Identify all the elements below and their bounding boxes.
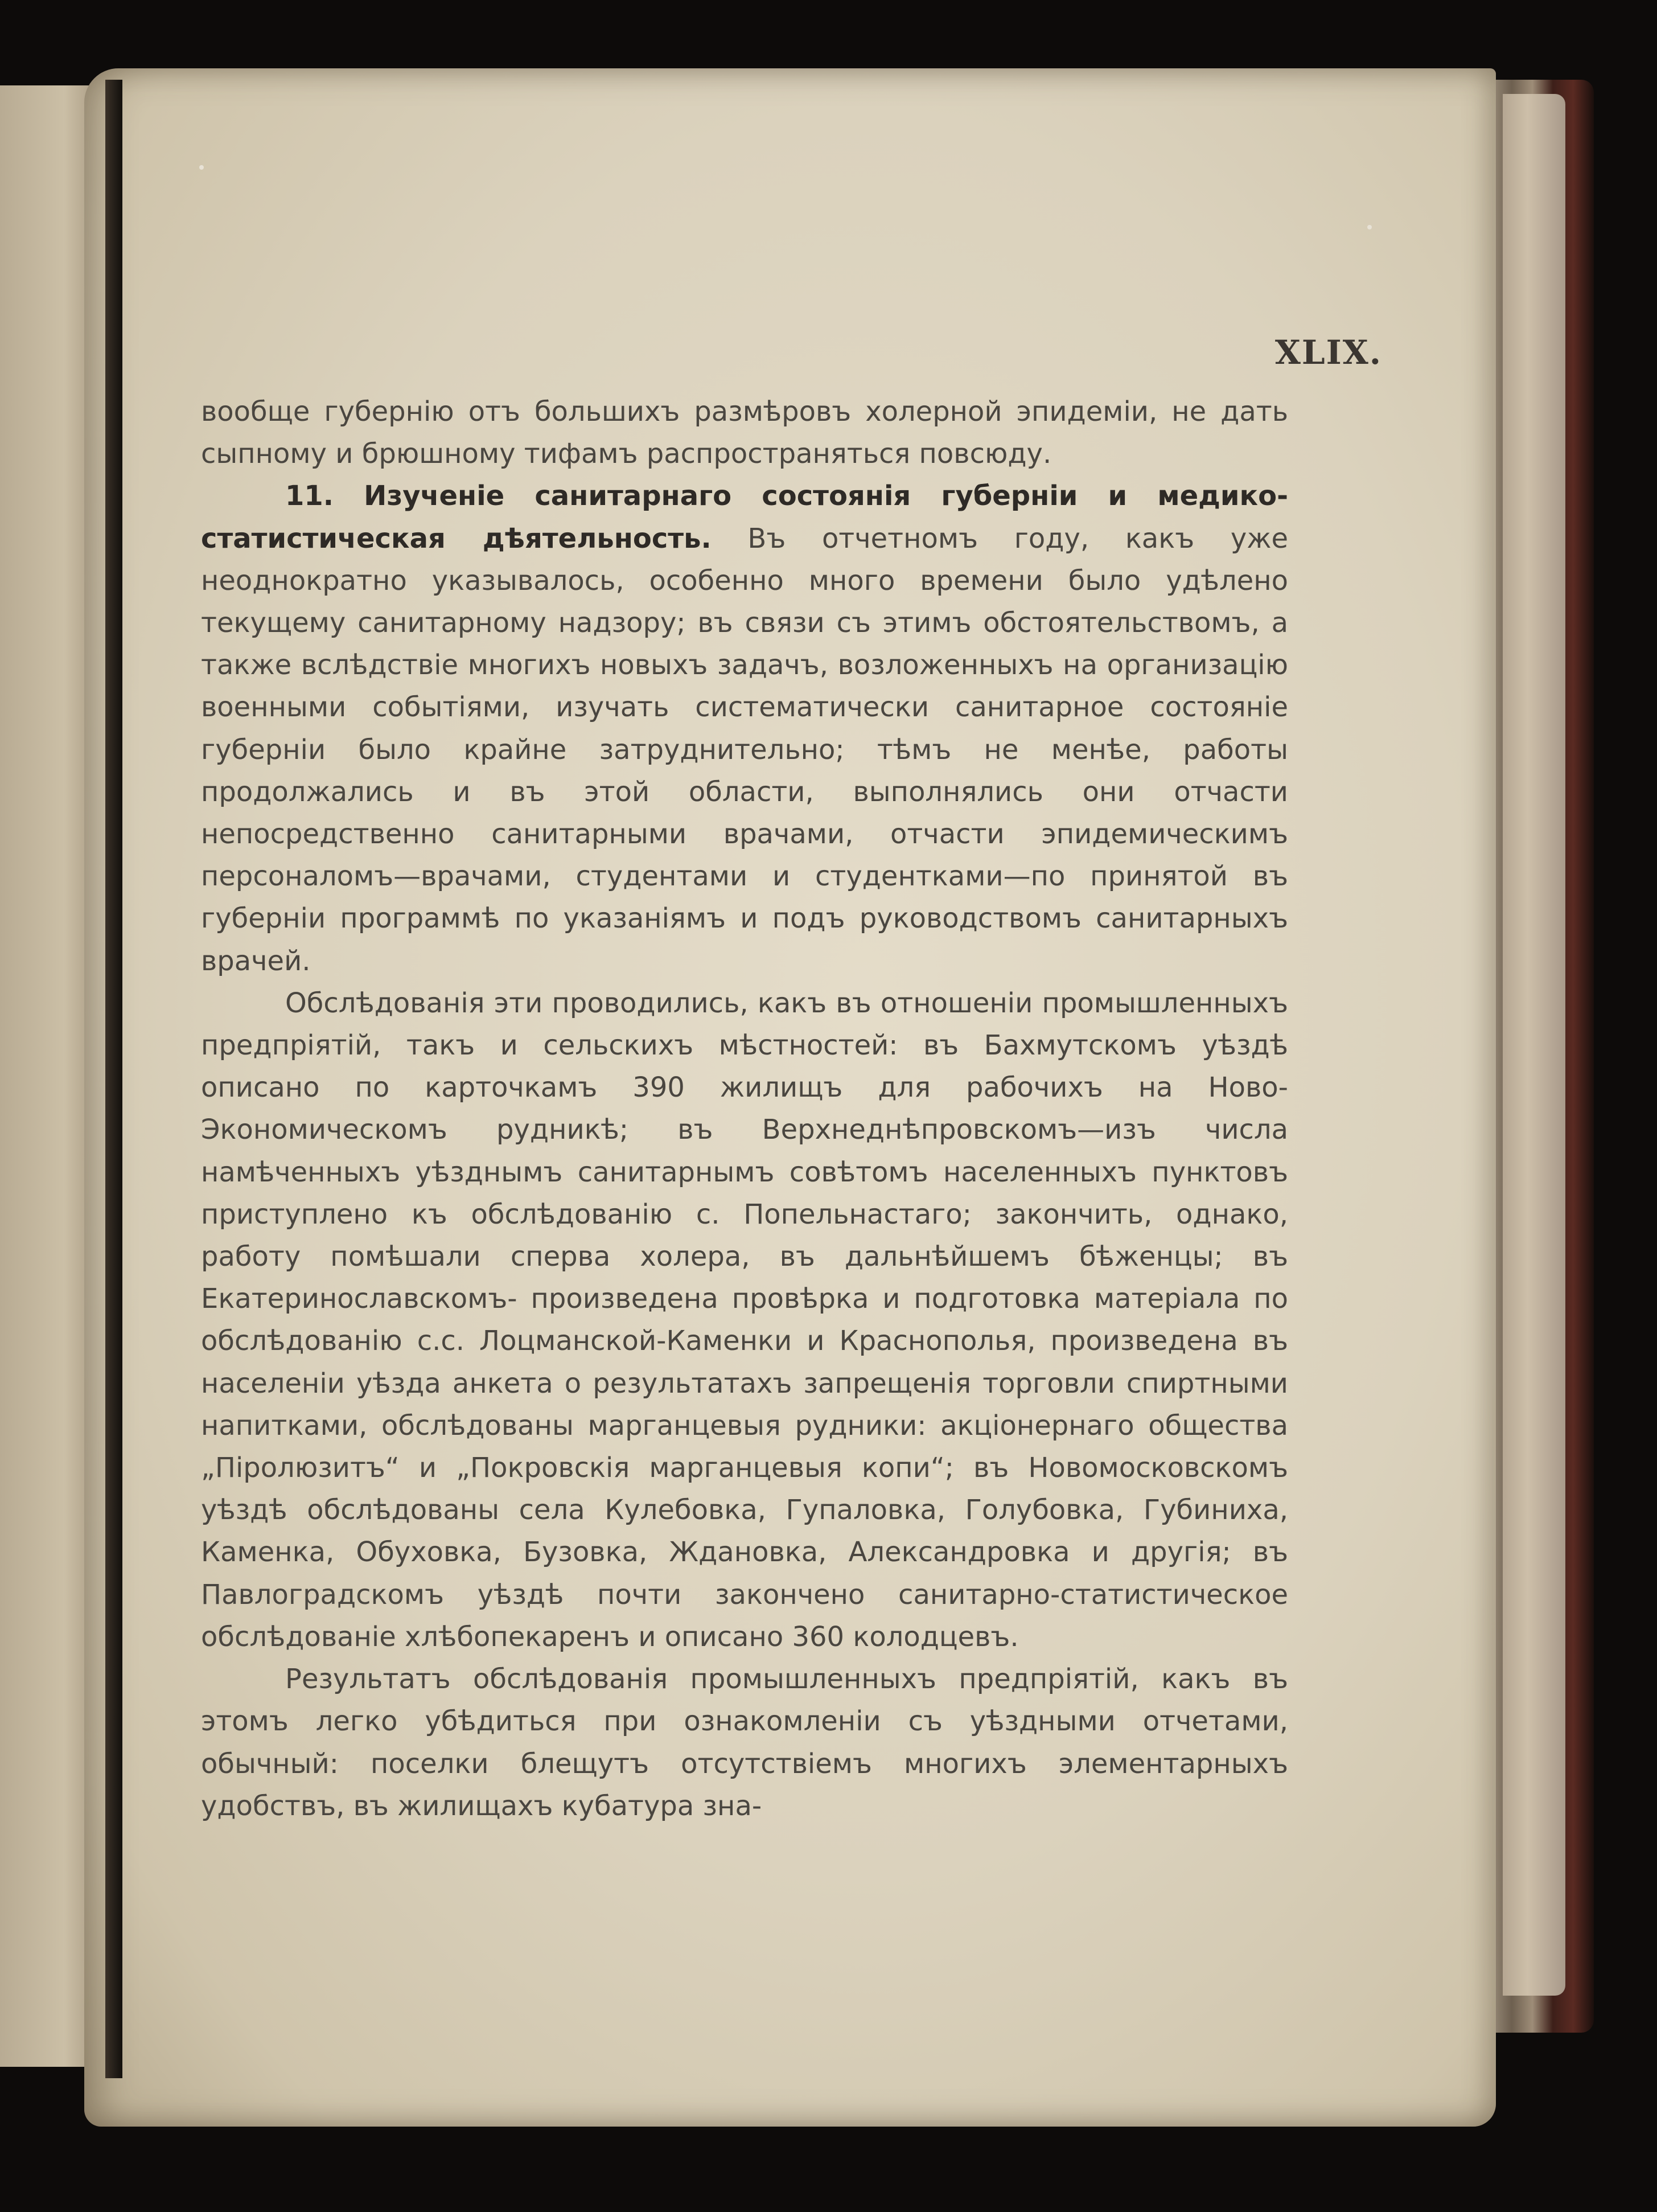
dust-speck (1367, 225, 1372, 229)
book-page (84, 68, 1496, 2127)
dust-speck (199, 165, 204, 170)
paragraph-2 (201, 475, 1288, 982)
paragraph-4-text: Результатъ обслѣдованія промышленныхъ предпріятій, какъ въ этомъ легко убѣдиться при ознакомленіи съ уѣздными отчетами, обычный: поселки блещутъ отсутствіемъ многихъ элементарныхъ удобствъ, въ жилищахъ кубатура зна- (201, 1663, 1288, 1822)
page-number: XLIX. (1274, 333, 1382, 372)
paragraph-1-text: вообще губернію отъ большихъ размѣровъ холерной эпидеміи, не дать сыпному и брюшному тифамъ распространяться повсюду. (201, 396, 1288, 470)
book-gutter (105, 80, 122, 2078)
page-body-text (201, 391, 1288, 1827)
paragraph-3 (201, 982, 1288, 1658)
paragraph-1 (201, 391, 1288, 475)
paragraph-2-text: Въ отчетномъ году, какъ уже неоднократно указывалось, особенно много времени было удѣлено текущему санитарному надзору; въ связи съ этимъ обстоятельствомъ, а также вслѣдствіе многихъ новыхъ задачъ, возложенныхъ на организацію военными событіями, изучать систематически санитарное состояніе губерніи было крайне затруднительно; тѣмъ не менѣе, работы продолжались и въ этой области, выполнялись они отчасти непосредственно санитарными врачами, отчасти эпидемическимъ персоналомъ—врачами, студентами и студентками—по принятой въ губерніи программѣ по указаніямъ и подъ руководствомъ санитарныхъ врачей. (201, 522, 1288, 977)
back-page-edge (1503, 94, 1565, 1996)
paragraph-3-text: Обслѣдованія эти проводились, какъ въ отношеніи промышленныхъ предпріятій, такъ и сельскихъ мѣстностей: въ Бахмутскомъ уѣздѣ описано по карточкамъ 390 жилищъ для рабочихъ на Ново-Экономическомъ рудникѣ; въ Верхнеднѣпровскомъ—изъ числа намѣченныхъ уѣзднымъ санитарнымъ совѣтомъ населенныхъ пунктовъ приступлено къ обслѣдованію с. Попельнастаго; закончить, однако, работу помѣшали сперва холера, въ дальнѣйшемъ бѣженцы; въ Екатеринославскомъ- произведена провѣрка и подготовка матеріала по обслѣдованію с.с. Лоцманской-Каменки и Краснополья, произведена въ населеніи уѣзда анкета о результатахъ запрещенія торговли спиртными напитками, обслѣдованы марганцевыя рудники: акціонернаго общества „Піролюзитъ“ и „Покровскія марганцевыя копи“; въ Новомосковскомъ уѣздѣ обслѣдованы села Кулебовка, Гупаловка, Голубовка, Губиниха, Каменка, Обуховка, Бузовка, Ждановка, Александровка и другія; въ Павлоградскомъ уѣздѣ почти закончено санитарно-статистическое обслѣдованіе хлѣбопекаренъ и описано 360 колодцевъ. (201, 987, 1288, 1653)
section-heading: 11. Изученіе санитарнаго состоянія губерніи и медико-статистическая дѣятельность. (201, 480, 1288, 555)
paragraph-4 (201, 1658, 1288, 1827)
